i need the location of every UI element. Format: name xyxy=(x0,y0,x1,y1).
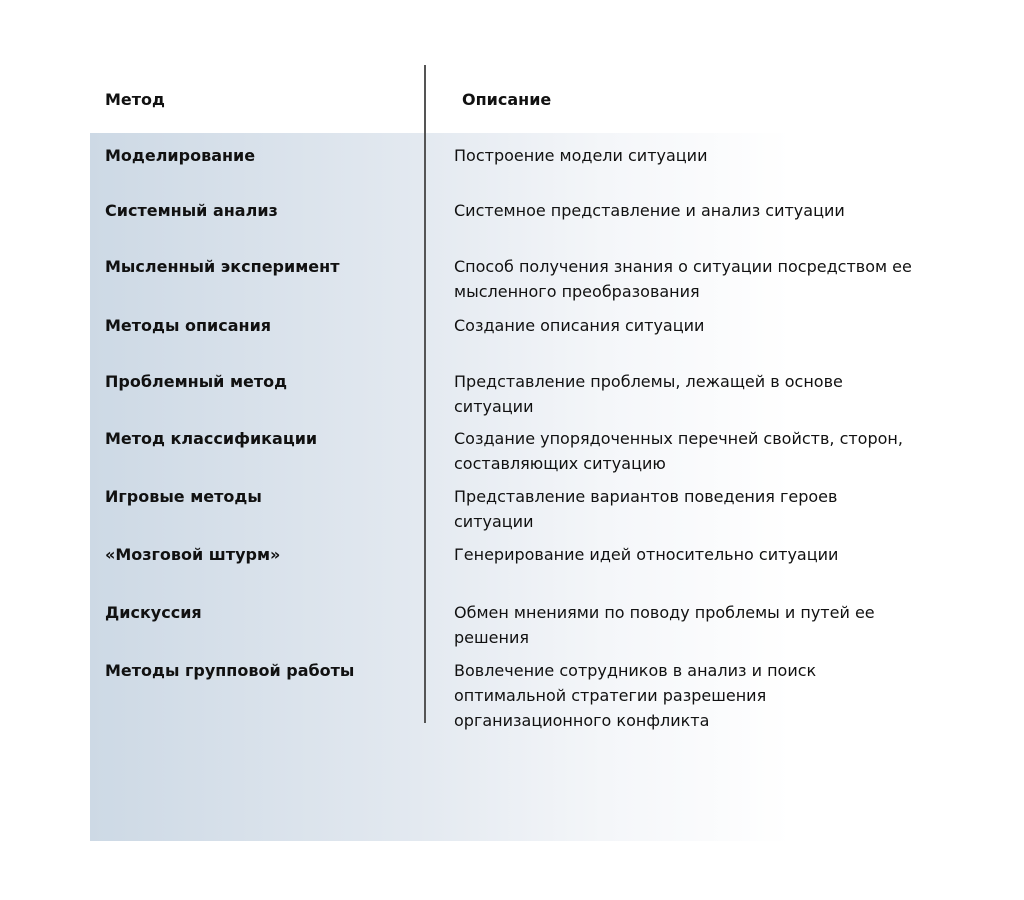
method-cell: Моделирование xyxy=(105,146,256,165)
description-cell: Создание описания ситуации xyxy=(454,316,705,335)
method-cell: Проблемный метод xyxy=(105,372,288,391)
header-method: Метод xyxy=(105,90,165,109)
method-cell: Игровые методы xyxy=(105,487,262,506)
description-cell: Представление вариантов поведения героев ситуации xyxy=(454,487,838,531)
description-cell: Представление проблемы, лежащей в основе ситуации xyxy=(454,372,843,416)
method-cell: Метод классификации xyxy=(105,429,318,448)
description-cell: Создание упорядоченных перечней свойств, сторон, составляющих ситуацию xyxy=(454,429,903,473)
description-cell: Обмен мнениями по поводу проблемы и путей ее решения xyxy=(454,603,875,647)
column-divider xyxy=(424,65,426,723)
description-cell: Генерирование идей относительно ситуации xyxy=(454,545,839,564)
method-cell: Системный анализ xyxy=(105,201,278,220)
description-cell: Построение модели ситуации xyxy=(454,146,708,165)
description-cell: Способ получения знания о ситуации посредством ее мысленного преобразования xyxy=(454,257,912,301)
method-cell: Мысленный эксперимент xyxy=(105,257,340,276)
description-cell: Системное представление и анализ ситуации xyxy=(454,201,845,220)
description-cell: Вовлечение сотрудников в анализ и поиск оптимальной стратегии разрешения организационного конфликта xyxy=(454,661,817,730)
method-cell: «Мозговой штурм» xyxy=(105,545,281,564)
method-cell: Дискуссия xyxy=(105,603,202,622)
method-cell: Методы описания xyxy=(105,316,272,335)
method-cell: Методы групповой работы xyxy=(105,661,355,680)
header-description: Описание xyxy=(462,90,552,109)
